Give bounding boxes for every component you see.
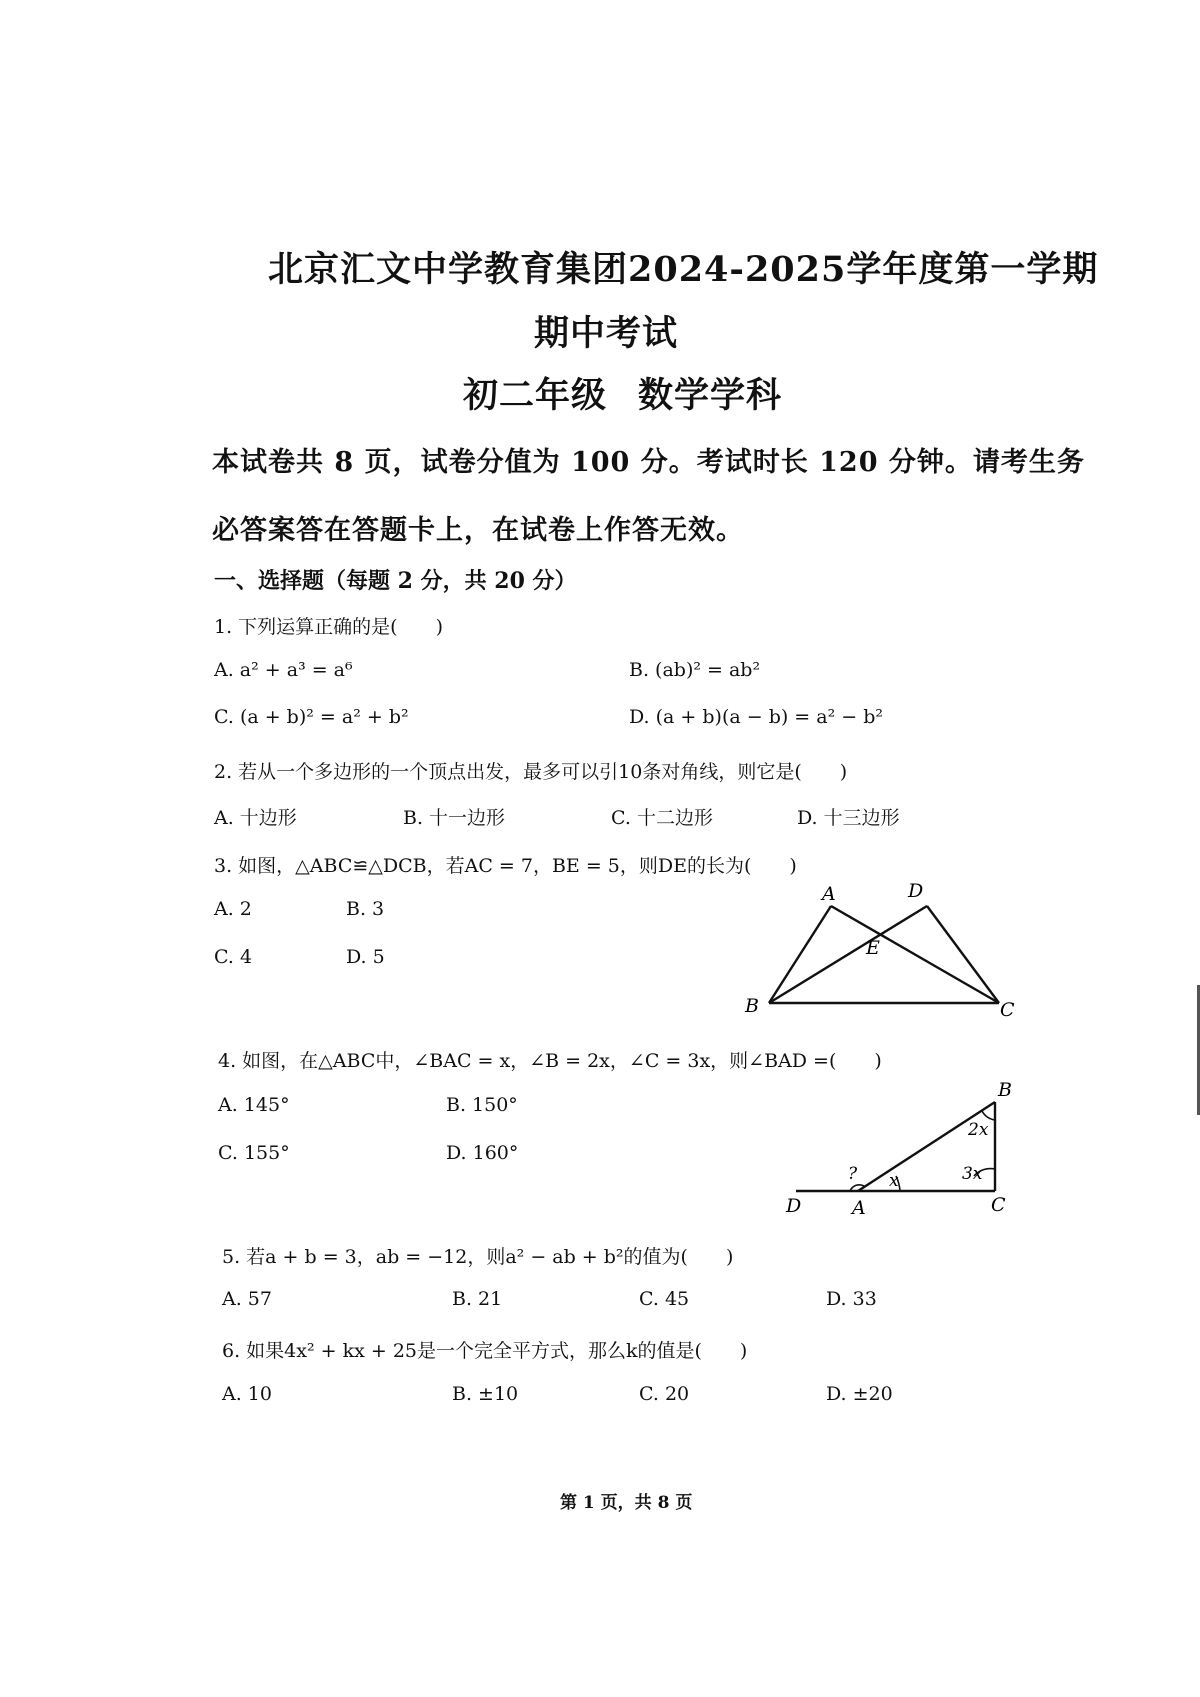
option-a: A. a² + a³ = a⁶ bbox=[214, 659, 353, 681]
label-a-point: A bbox=[852, 1197, 866, 1218]
option-c: C. (a + b)² = a² + b² bbox=[214, 706, 409, 728]
exam-subtitle: 期中考试 bbox=[534, 313, 679, 354]
option-b: B. 21 bbox=[452, 1288, 503, 1310]
option-c: C. 45 bbox=[639, 1288, 690, 1310]
label-d: D bbox=[786, 1195, 802, 1217]
angle-a-label: x bbox=[889, 1171, 899, 1191]
option-c: C. 十二边形 bbox=[611, 807, 713, 829]
figure-triangle-bad bbox=[780, 1076, 1020, 1218]
option-b: B. 十一边形 bbox=[403, 807, 506, 829]
label-b: B bbox=[998, 1079, 1012, 1101]
label-e: E bbox=[866, 937, 880, 959]
option-d: D. 5 bbox=[346, 946, 385, 968]
label-c: C bbox=[991, 1194, 1006, 1216]
unknown-angle-label: ? bbox=[848, 1164, 858, 1184]
option-d: D. 160° bbox=[446, 1142, 519, 1164]
option-d: D. (a + b)(a − b) = a² − b² bbox=[629, 706, 883, 728]
option-a: A. 2 bbox=[214, 898, 252, 920]
question-stem: 2. 若从一个多边形的一个顶点出发，最多可以引10条对角线，则它是( ) bbox=[214, 761, 848, 783]
label-d: D bbox=[908, 880, 924, 902]
option-b: B. (ab)² = ab² bbox=[629, 659, 761, 681]
label-c: C bbox=[1000, 999, 1015, 1021]
option-c: C. 155° bbox=[218, 1142, 290, 1164]
question-stem: 4. 如图，在△ABC中，∠BAC = x，∠B = 2x，∠C = 3x，则∠BAD =( ) bbox=[218, 1050, 882, 1072]
exam-grade: 初二年级 bbox=[463, 375, 608, 416]
label-b: B bbox=[745, 995, 759, 1017]
option-d: D. 33 bbox=[826, 1288, 877, 1310]
option-a: A. 145° bbox=[218, 1094, 290, 1116]
option-c: C. 4 bbox=[214, 946, 253, 968]
page-number: 第 1 页，共 8 页 bbox=[560, 1493, 693, 1513]
section-title: 一、选择题（每题 2 分，共 20 分） bbox=[214, 568, 577, 594]
option-d: D. ±20 bbox=[826, 1383, 893, 1405]
exam-title: 北京汇文中学教育集团2024-2025学年度第一学期 bbox=[268, 249, 1099, 290]
question-stem: 3. 如图，△ABC≌△DCB，若AC = 7，BE = 5，则DE的长为( ) bbox=[214, 855, 797, 877]
option-b: B. ±10 bbox=[452, 1383, 519, 1405]
option-b: B. 3 bbox=[346, 898, 385, 920]
angle-c-label: 3x bbox=[962, 1164, 983, 1184]
option-a: A. 57 bbox=[222, 1288, 272, 1310]
intro-line-2: 必答案答在答题卡上，在试卷上作答无效。 bbox=[212, 515, 744, 546]
question-stem: 5. 若a + b = 3，ab = −12，则a² − ab + b²的值为( ) bbox=[222, 1246, 734, 1268]
option-b: B. 150° bbox=[446, 1094, 518, 1116]
option-c: C. 20 bbox=[639, 1383, 690, 1405]
intro-line-1: 本试卷共 8 页，试卷分值为 100 分。考试时长 120 分钟。请考生务 bbox=[212, 447, 1085, 478]
option-d: D. 十三边形 bbox=[797, 807, 900, 829]
question-stem: 6. 如果4x² + kx + 25是一个完全平方式，那么k的值是( ) bbox=[222, 1340, 748, 1362]
figure-triangles-abc-dcb bbox=[740, 878, 1030, 1028]
angle-b-label: 2x bbox=[968, 1120, 989, 1140]
option-a: A. 十边形 bbox=[214, 807, 297, 829]
question-stem: 1. 下列运算正确的是( ) bbox=[214, 616, 443, 638]
label-a: A bbox=[822, 883, 836, 905]
exam-subject: 数学学科 bbox=[638, 375, 783, 416]
option-a: A. 10 bbox=[222, 1383, 272, 1405]
